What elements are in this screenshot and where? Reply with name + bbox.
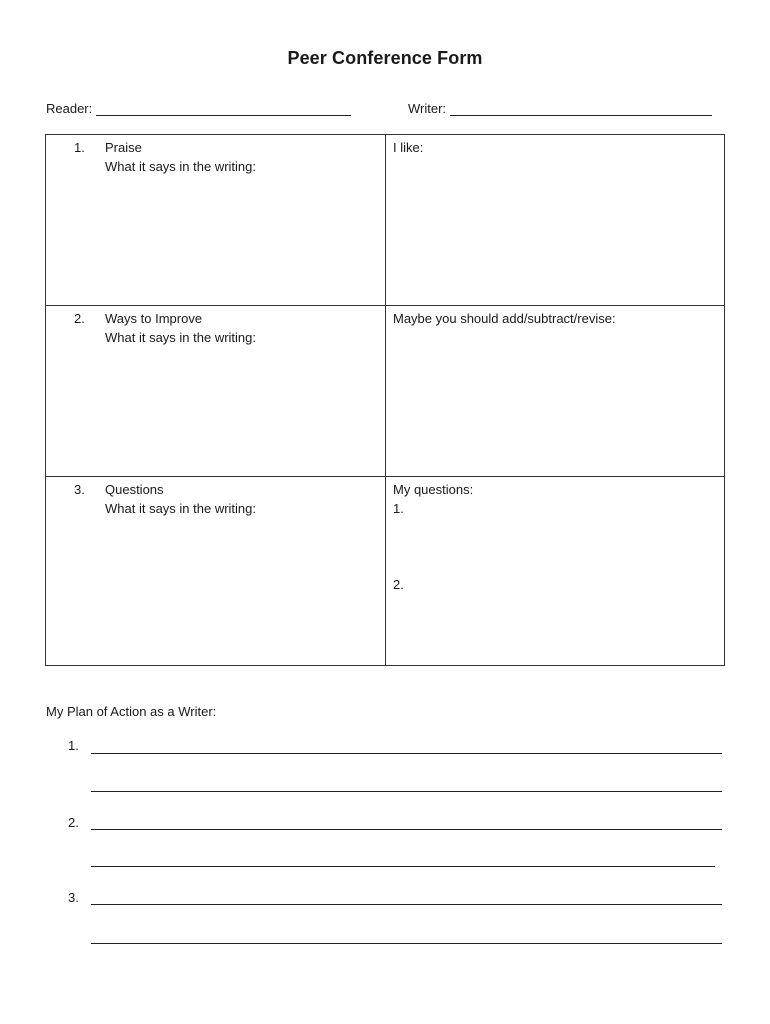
plan-line-1a[interactable] [91,752,722,754]
reader-label: Reader: [46,101,93,116]
improve-writing-cell[interactable] [46,306,386,477]
page-title: Peer Conference Form [287,48,483,68]
praise-response-cell[interactable] [386,135,725,306]
question-item-1: 1. [393,501,404,516]
response-label: My questions: [393,482,474,497]
response-label: I like: [393,140,424,155]
question-item-2: 2. [393,577,404,592]
section-heading: Ways to Improve [105,311,203,326]
plan-heading: My Plan of Action as a Writer: [46,704,217,719]
table-row-questions [46,477,725,666]
section-number: 2. [74,311,85,326]
plan-item-number: 3. [68,890,79,905]
writer-field [408,101,712,116]
section-subheading: What it says in the writing: [105,330,256,345]
writer-blank-line[interactable] [450,101,712,116]
response-label: Maybe you should add/subtract/revise: [393,311,616,326]
plan-line-1b[interactable] [91,790,722,792]
section-heading: Praise [105,140,142,155]
section-subheading: What it says in the writing: [105,501,256,516]
plan-line-3a[interactable] [91,903,722,905]
questions-response-cell[interactable] [386,477,725,666]
plan-item-number: 2. [68,815,79,830]
section-number: 3. [74,482,85,497]
plan-line-2b[interactable] [91,865,715,867]
praise-writing-cell[interactable] [46,135,386,306]
plan-line-2a[interactable] [91,828,722,830]
writer-label: Writer: [408,101,447,116]
improve-response-cell[interactable] [386,306,725,477]
plan-line-3b[interactable] [91,942,722,944]
section-subheading: What it says in the writing: [105,159,256,174]
table-row-praise [46,135,725,306]
reader-blank-line[interactable] [96,101,351,116]
conference-table [45,134,725,666]
section-number: 1. [74,140,85,155]
reader-field [46,101,351,116]
section-heading: Questions [105,482,164,497]
questions-writing-cell[interactable] [46,477,386,666]
table-row-improve [46,306,725,477]
plan-item-number: 1. [68,738,79,753]
